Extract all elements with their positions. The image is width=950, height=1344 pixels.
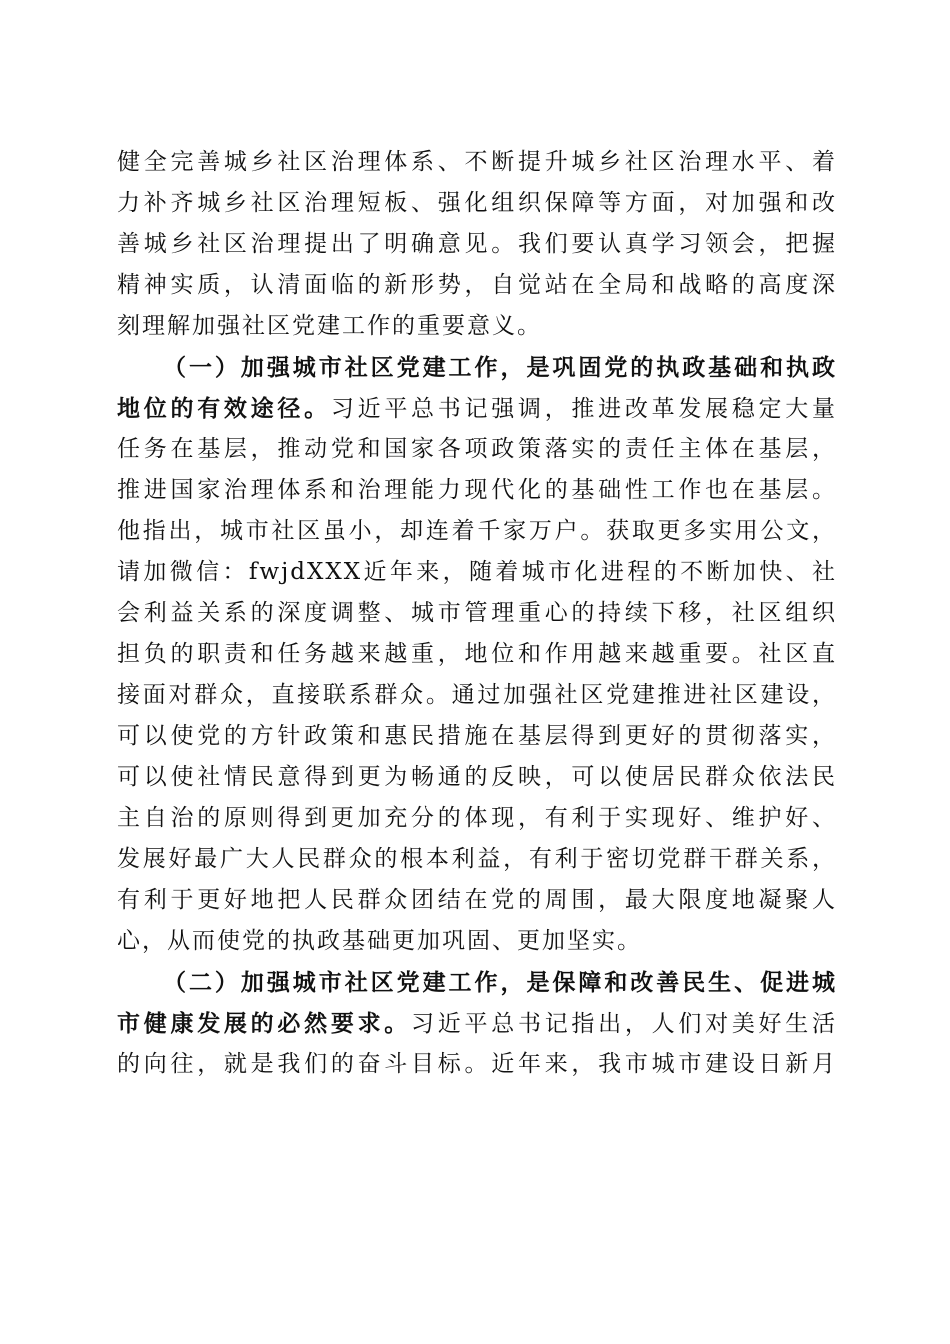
text-line: 推进国家治理体系和治理能力现代化的基础性工作也在基层。: [117, 477, 837, 503]
text-line: 任务在基层，推动党和国家各项政策落实的责任主体在基层，: [117, 436, 837, 462]
text-segment: 习近平总书记指出，人们对美好生活: [411, 1011, 838, 1037]
text-line: 担负的职责和任务越来越重，地位和作用越来越重要。社区直: [117, 641, 837, 667]
text-line: [117, 1003, 837, 1044]
text-line: 心，从而使党的执政基础更加巩固、更加坚实。: [117, 928, 642, 954]
text-line: 力补齐城乡社区治理短板、强化组织保障等方面，对加强和改: [117, 190, 837, 216]
text-line: 有利于更好地把人民群众团结在党的周围，最大限度地凝聚人: [117, 887, 837, 913]
text-line: 会利益关系的深度调整、城市管理重心的持续下移，社区组织: [117, 600, 837, 626]
text-line: 主自治的原则得到更加充分的体现，有利于实现好、维护好、: [117, 805, 837, 831]
text-line: 健全完善城乡社区治理体系、不断提升城乡社区治理水平、着: [117, 149, 837, 175]
text-segment: 习近平总书记强调，推进改革发展稳定大量: [330, 396, 838, 422]
body-text: [117, 142, 837, 1085]
text-line: 精神实质，认清面临的新形势，自觉站在全局和战略的高度深: [117, 272, 837, 298]
section-heading-1-cont: 地位的有效途径。: [117, 395, 331, 422]
text-line: 发展好最广大人民群众的根本利益，有利于密切党群干群关系，: [117, 846, 837, 872]
section-heading-2-cont: 市健康发展的必然要求。: [117, 1010, 412, 1037]
text-line: 刻理解加强社区党建工作的重要意义。: [117, 313, 542, 339]
text-line: 接面对群众，直接联系群众。通过加强社区党建推进社区建设，: [117, 682, 837, 708]
text-line: 善城乡社区治理提出了明确意见。我们要认真学习领会，把握: [117, 231, 837, 257]
text-line: [117, 388, 837, 429]
text-line: 可以使社情民意得到更为畅通的反映，可以使居民群众依法民: [117, 764, 837, 790]
text-line: 请加微信：fwjdXXX近年来，随着城市化进程的不断加快、社: [117, 559, 837, 585]
section-heading-2: （二）加强城市社区党建工作，是保障和改善民生、促进城: [163, 969, 837, 996]
section-heading-1: （一）加强城市社区党建工作，是巩固党的执政基础和执政: [163, 354, 837, 381]
text-line: 可以使党的方针政策和惠民措施在基层得到更好的贯彻落实，: [117, 723, 837, 749]
text-line: 他指出，城市社区虽小，却连着千家万户。获取更多实用公文，: [117, 518, 837, 544]
text-line: 的向往，就是我们的奋斗目标。近年来，我市城市建设日新月: [117, 1051, 837, 1077]
